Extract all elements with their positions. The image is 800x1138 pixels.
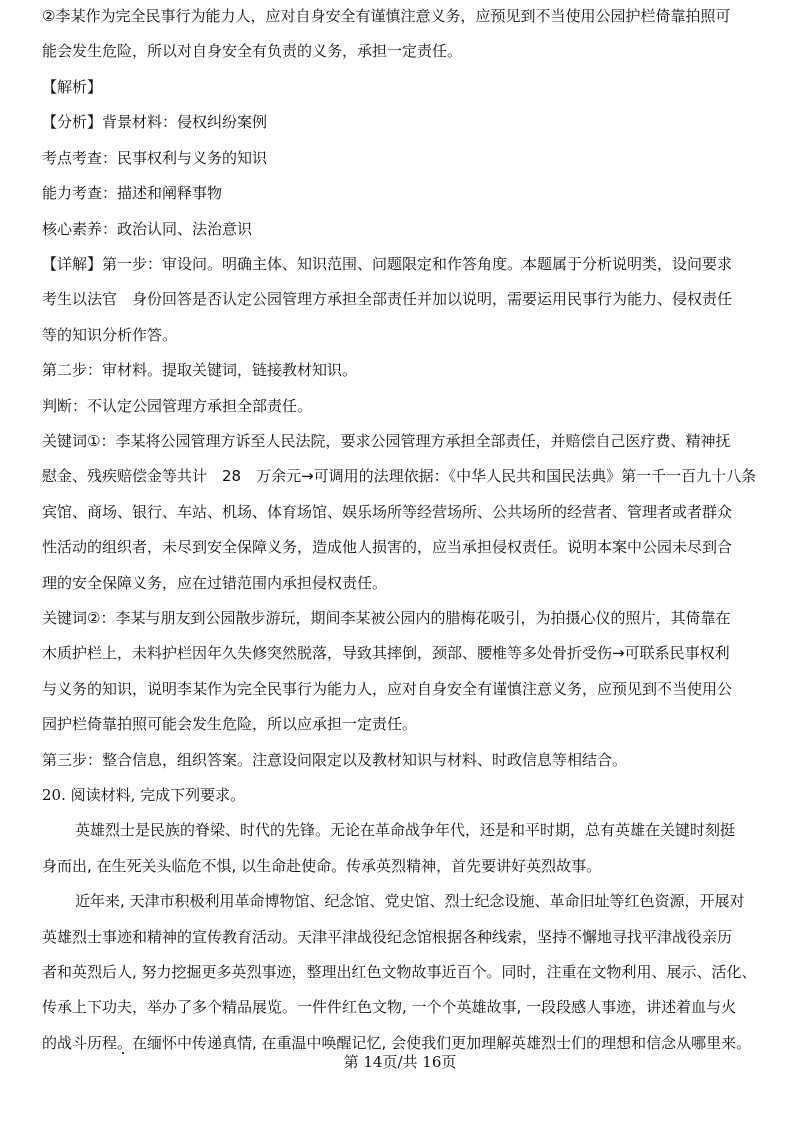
material-para-line: 近年来, 天津市积极利用革命博物馆、纪念馆、党史馆、烈士纪念设施、革命旧址等红色资源，开展对	[75, 892, 745, 910]
material-para-line: 者和英烈后人, 努力挖掘更多英烈事迹，整理出红色文物故事近百个。同时，注重在文物利用、展示、活化、	[42, 963, 757, 981]
analysis-background: 【分析】背景材料：侵权纠纷案例	[42, 113, 268, 131]
material-para-line: 英雄烈士事迹和精神的宣传教育活动。天津平津战役纪念馆根据各种线索，坚持不懈地寻找平津战役亲历	[42, 928, 733, 946]
material-para-line: 传承上下功夫，举办了多个精品展览。一件件红色文物, 一个个英雄故事, 一段段感人事迹，讲述着血与火	[42, 998, 737, 1016]
exam-point: 考点考查：民事权利与义务的知识	[42, 149, 268, 167]
core-literacy: 核心素养：政治认同、法治意识	[42, 220, 253, 238]
keyword-one-line: 性活动的组织者，未尽到安全保障义务，造成他人损害的，应当承担侵权责任。说明本案中公园未尽到合	[42, 538, 733, 556]
keyword-one-line: 关键词①：李某将公园管理方诉至人民法院，要求公园管理方承担全部责任，并赔偿自己医疗费、精神抚	[42, 432, 731, 450]
text-line: 能会发生危险，所以对自身安全有负责的义务，承担一定责任。	[42, 42, 463, 60]
keyword-two-line: 与义务的知识，说明李某作为完全民事行为能力人，应对自身安全有谨慎注意义务，应预见到不当使用公	[42, 680, 733, 698]
step-two: 第二步：审材料。提取关键词，链接教材知识。	[42, 361, 358, 379]
detail-line: 考生以法官 身份回答是否认定公园管理方承担全部责任并加以说明，需要运用民事行为能力、侵权责任	[42, 290, 733, 308]
ability-point: 能力考查：描述和阐释事物	[42, 184, 223, 202]
keyword-two-line: 木质护栏上，未料护栏因年久失修突然脱落，导致其摔倒，颈部、腰椎等多处骨折受伤→可联系民事权利	[42, 644, 730, 662]
judgement: 判断：不认定公园管理方承担全部责任。	[42, 397, 313, 415]
keyword-one-line: 理的安全保障义务，应在过错范围内承担侵权责任。	[42, 574, 388, 592]
keyword-one-line: 宾馆、商场、银行、车站、机场、体育场馆、娱乐场所等经营场所、公共场所的经营者、管理者或者群众	[42, 503, 733, 521]
text-line: ②李某作为完全民事行为能力人，应对自身安全有谨慎注意义务，应预见到不当使用公园护栏倚靠拍照可	[42, 7, 731, 25]
detail-line: 等的知识分析作答。	[42, 326, 178, 344]
keyword-two-line: 园护栏倚靠拍照可能会发生危险，所以应承担一定责任。	[42, 715, 418, 733]
material-para-line: 的战斗历程。在缅怀中传递真情, 在重温中唤醒记忆, 会使我们更加理解英雄烈士们的理想和信念从哪里来。	[42, 1034, 752, 1052]
page-footer: 第 14页/共 16页	[343, 1053, 457, 1071]
step-three: 第三步：整合信息，组织答案。注意设问限定以及教材知识与材料、时政信息等相结合。	[42, 751, 628, 769]
analysis-heading: 【解析】	[42, 78, 103, 96]
keyword-one-line: 慰金、残疾赔偿金等共计 28 万余元→可调用的法理依据：《中华人民共和国民法典》第一千一百九十八条	[42, 467, 757, 485]
keyword-two-line: 关键词②：李某与朋友到公园散步游玩，期间李某被公园内的腊梅花吸引，为拍摄心仪的照片，其倚靠在	[42, 609, 731, 627]
material-para-line: 身而出, 在生死关头临危不惧, 以生命赴使命。传承英烈精神，首先要讲好英烈故事。	[42, 857, 602, 875]
detail-line: 【详解】第一步：审设问。明确主体、知识范围、问题限定和作答角度。本题属于分析说明类，设问要求	[42, 255, 733, 273]
material-para-line: 英雄烈士是民族的脊梁、时代的先锋。无论在革命战争年代，还是和平时期，总有英雄在关键时刻挺	[75, 821, 736, 839]
question-20-title: 20. 阅读材料, 完成下列要求。	[42, 786, 246, 804]
